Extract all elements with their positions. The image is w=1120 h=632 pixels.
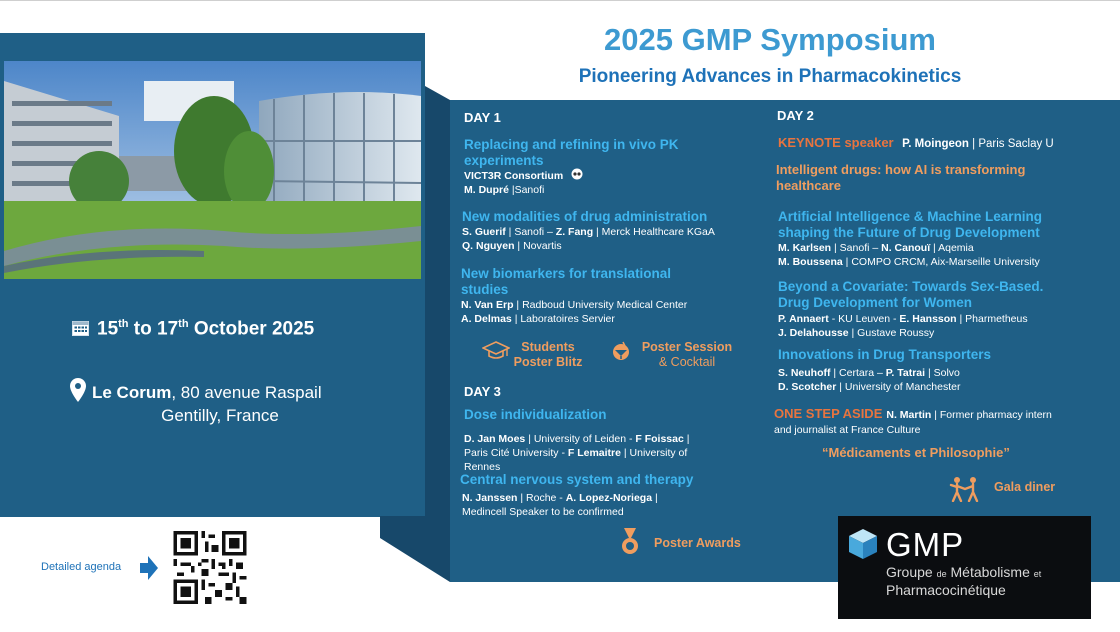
day3-session1-title: Dose individualization [464,407,607,422]
venue-name: Le Corum [92,383,172,402]
day3-session1-speakers: D. Jan Moes | University of Leiden - F Foissac | Paris Cité University - F Lemaitre | University of Rennes [464,433,690,473]
venue-photo [4,61,421,279]
detailed-agenda-label: Detailed agenda [41,561,122,573]
day2-session2-speakers: M. Karlsen | Sanofi – N. Canouï | Aqemia M. Boussena | COMPO CRCM, Aix-Marseille University [778,242,1040,268]
day2-session3-speakers: P. Annaert - KU Leuven - E. Hansson | Pharmetheus J. Delahousse | Gustave Roussy [778,313,1028,339]
decorative-wing [380,86,452,586]
day2-session1-title: Intelligent drugs: how AI is transforming healthcare [776,162,1026,193]
day1-session1-title: Replacing and refining in vivo PK experiments [464,137,679,168]
cocktail-glass-icon [610,340,632,362]
event-dates: 15th to 17th October 2025 [72,318,314,340]
one-step-aside: ONE STEP ASIDE N. Martin | Former pharmacy intern and journalist at France Culture [774,406,1052,436]
event-venue [70,378,370,426]
medal-icon [620,528,640,556]
day1-session2-title: New modalities of drug administration [462,209,708,224]
cube-icon [848,528,878,560]
page-title: 2025 GMP Symposium [604,22,936,57]
calendar-icon [72,320,89,336]
arrow-right-icon [140,556,158,580]
venue-city: Gentilly, France [161,406,279,425]
poster-session-cocktail: Poster Session & Cocktail [641,340,733,369]
consortium-logo-icon [571,168,583,180]
gmp-logo: GMP Groupe de Métabolisme et Pharmacocinétique [838,516,1091,619]
day3-label: DAY 3 [464,384,501,399]
agenda-qr-code[interactable] [173,531,247,604]
venue-address: , 80 avenue Raspail [171,383,322,402]
day1-session2-speakers: S. Guerif | Sanofi – Z. Fang | Merck Healthcare KGaA Q. Nguyen | Novartis [462,226,715,252]
gala-dinner: Gala diner [994,480,1056,494]
page-subtitle: Pioneering Advances in Pharmacokinetics [578,66,962,87]
location-pin-icon [70,378,86,402]
day3-session2-speakers: N. Janssen | Roche - A. Lopez-Noriega | Medincell Speaker to be confirmed [462,492,658,518]
day1-label: DAY 1 [464,110,501,125]
keynote-line: KEYNOTE speaker P. Moingeon | Paris Saclay U [778,135,1054,150]
graduation-cap-icon [482,340,510,360]
day2-session3-title: Beyond a Covariate: Towards Sex-Based. Drug Development for Women [778,279,1044,310]
day1-session1-speakers: VICT3R Consortium M. Dupré |Sanofi [464,168,583,197]
day2-session2-title: Artificial Intelligence & Machine Learning shaping the Future of Drug Development [778,209,1043,240]
day2-label: DAY 2 [777,108,814,123]
day2-session4-speakers: S. Neuhoff | Certara – P. Tatrai | Solvo D. Scotcher | University of Manchester [778,367,961,393]
day1-session3-title: New biomarkers for translational studies [461,266,672,297]
medicaments-philosophie-quote: “Médicaments et Philosophie” [822,445,1010,460]
day1-session3-speakers: N. Van Erp | Radboud University Medical Center A. Delmas | Laboratoires Servier [461,299,688,325]
day2-session4-title: Innovations in Drug Transporters [778,347,992,362]
students-poster-blitz: Students Poster Blitz [513,340,583,369]
program-panel [450,100,1120,582]
day3-session2-title: Central nervous system and therapy [460,472,694,487]
poster-awards: Poster Awards [654,536,741,550]
dancing-people-icon [948,476,982,502]
top-divider [0,0,1120,1]
